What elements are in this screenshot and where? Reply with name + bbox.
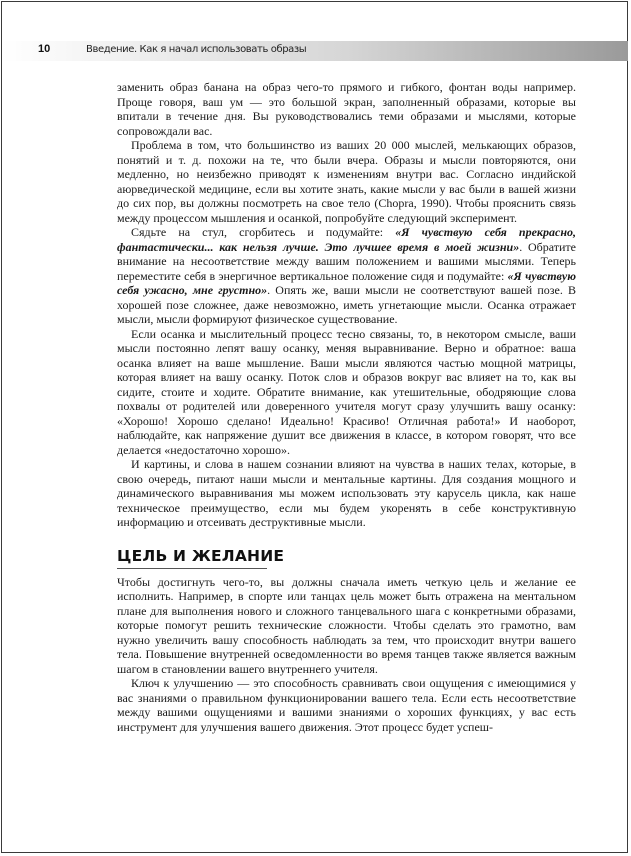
- paragraph-text: Сядьте на стул, сгорбитесь и подумайте:: [131, 225, 396, 239]
- page-number: 10: [38, 43, 51, 55]
- running-title: Введение. Как я начал использовать образы: [86, 44, 307, 55]
- emphasized-quote: «Я чувствую себя прекрасно, фантастически... как нельзя лучше. Это лучшее время в моей жизни»: [117, 225, 577, 254]
- body-paragraph: [117, 225, 576, 327]
- section-heading: ЦЕЛЬ И ЖЕЛАНИЕ: [117, 546, 285, 565]
- body-paragraph: Чтобы достигнуть чего-то, вы должны сначала иметь четкую цель и желание ее исполнить. Например, в спорте или танцах цель может быть отражена на ментальном плане для выполнения нового и сложного танцевального шага с конкретными образами, которые помогут решить технические сложности. Чтобы сделать это грамотно, вам нужно увеличить вашу способность наблюдать за тем, что происходит внутри вашего тела. Повышение внутренней осведомленности во время танцев также является важным шагом в становлении вашего внутреннего учителя.: [117, 574, 576, 676]
- body-paragraph: Если осанка и мыслительный процесс тесно связаны, то, в некотором смысле, ваши мысли постоянно лепят вашу осанку, меняя выравнивание. Верно и обратное: ваша осанка влияет на ваше мышление. Ваши мысли являются частью мощной матрицы, которая влияет на вашу осанку. Поток слов и образов вокруг вас влияет на то, как вы сидите, стоите и ходите. Обратите внимание, как утешительные, ободряющие слова похвалы от родителей или доверенного учителя могут сразу улучшить вашу осанку: «Хорошо! Хорошо сделано! Идеально! Красиво! Отличная работа!» И наоборот, наблюдайте, как напряжение душит все движения в классе, в котором говорят, что все делается «недостаточно хорошо».: [117, 326, 576, 457]
- section-header: [117, 547, 576, 569]
- paragraph-text: . Опять же, ваши мысли не соответствуют вашей позе. В хорошей позе сложнее, даже невозможно, иметь угнетающие мысли. Осанка отражает мысли, мысли формируют физическое существование.: [117, 283, 576, 326]
- section-underline: [117, 568, 267, 569]
- page-content: [117, 80, 576, 734]
- body-paragraph: заменить образ банана на образ чего-то прямого и гибкого, фонтан воды например. Проще говоря, ваш ум — это большой экран, заполненный образами, которые вы впитали в течение дня. Вы руководствовались теми образами и мыслями, которые сопровождали вас.: [117, 80, 576, 138]
- body-paragraph: Проблема в том, что большинство из ваших 20 000 мыслей, мелькающих образов, понятий и т. д. похожи на те, что были вчера. Образы и мысли повторяются, они медленно, но неизбежно приводят к изменениям внутри вас. Согласно индийской аюрведической медицине, если вы хотите знать, какие мысли у вас были в вашей жизни до сих пор, вы должны посмотреть на свое тело (Chopra, 1990). Чтобы прояснить связь между процессом мышления и осанкой, попробуйте следующий эксперимент.: [117, 138, 576, 225]
- body-paragraph: И картины, и слова в нашем сознании влияют на чувства в наших телах, которые, в свою очередь, питают наши мысли и ментальные картины. Для создания мощного и динамического выравнивания мы можем использовать эту карусель цикла, как наше техническое преимущество, если мы будем укоренять в себе конструктивную информацию и отсеивать деструктивные мысли.: [117, 457, 576, 529]
- emphasized-quote: «Я чувствую себя ужасно, мне грустно»: [117, 268, 577, 297]
- body-paragraph: Ключ к улучшению — это способность сравнивать свои ощущения с имеющимися у вас знаниями о правильном функционировании вашего тела. Если есть несоответствие между вашими ощущениями и вашими знаниями о хороших функциях, у вас есть инструмент для улучшения вашего движения. Этот процесс будет успеш-: [117, 676, 576, 734]
- paragraph-text: . Обратите внимание на несоответствие между вашим положением и вашими мыслями. Теперь переместите себя в энергичное вертикальное положение сидя и подумайте:: [117, 239, 576, 283]
